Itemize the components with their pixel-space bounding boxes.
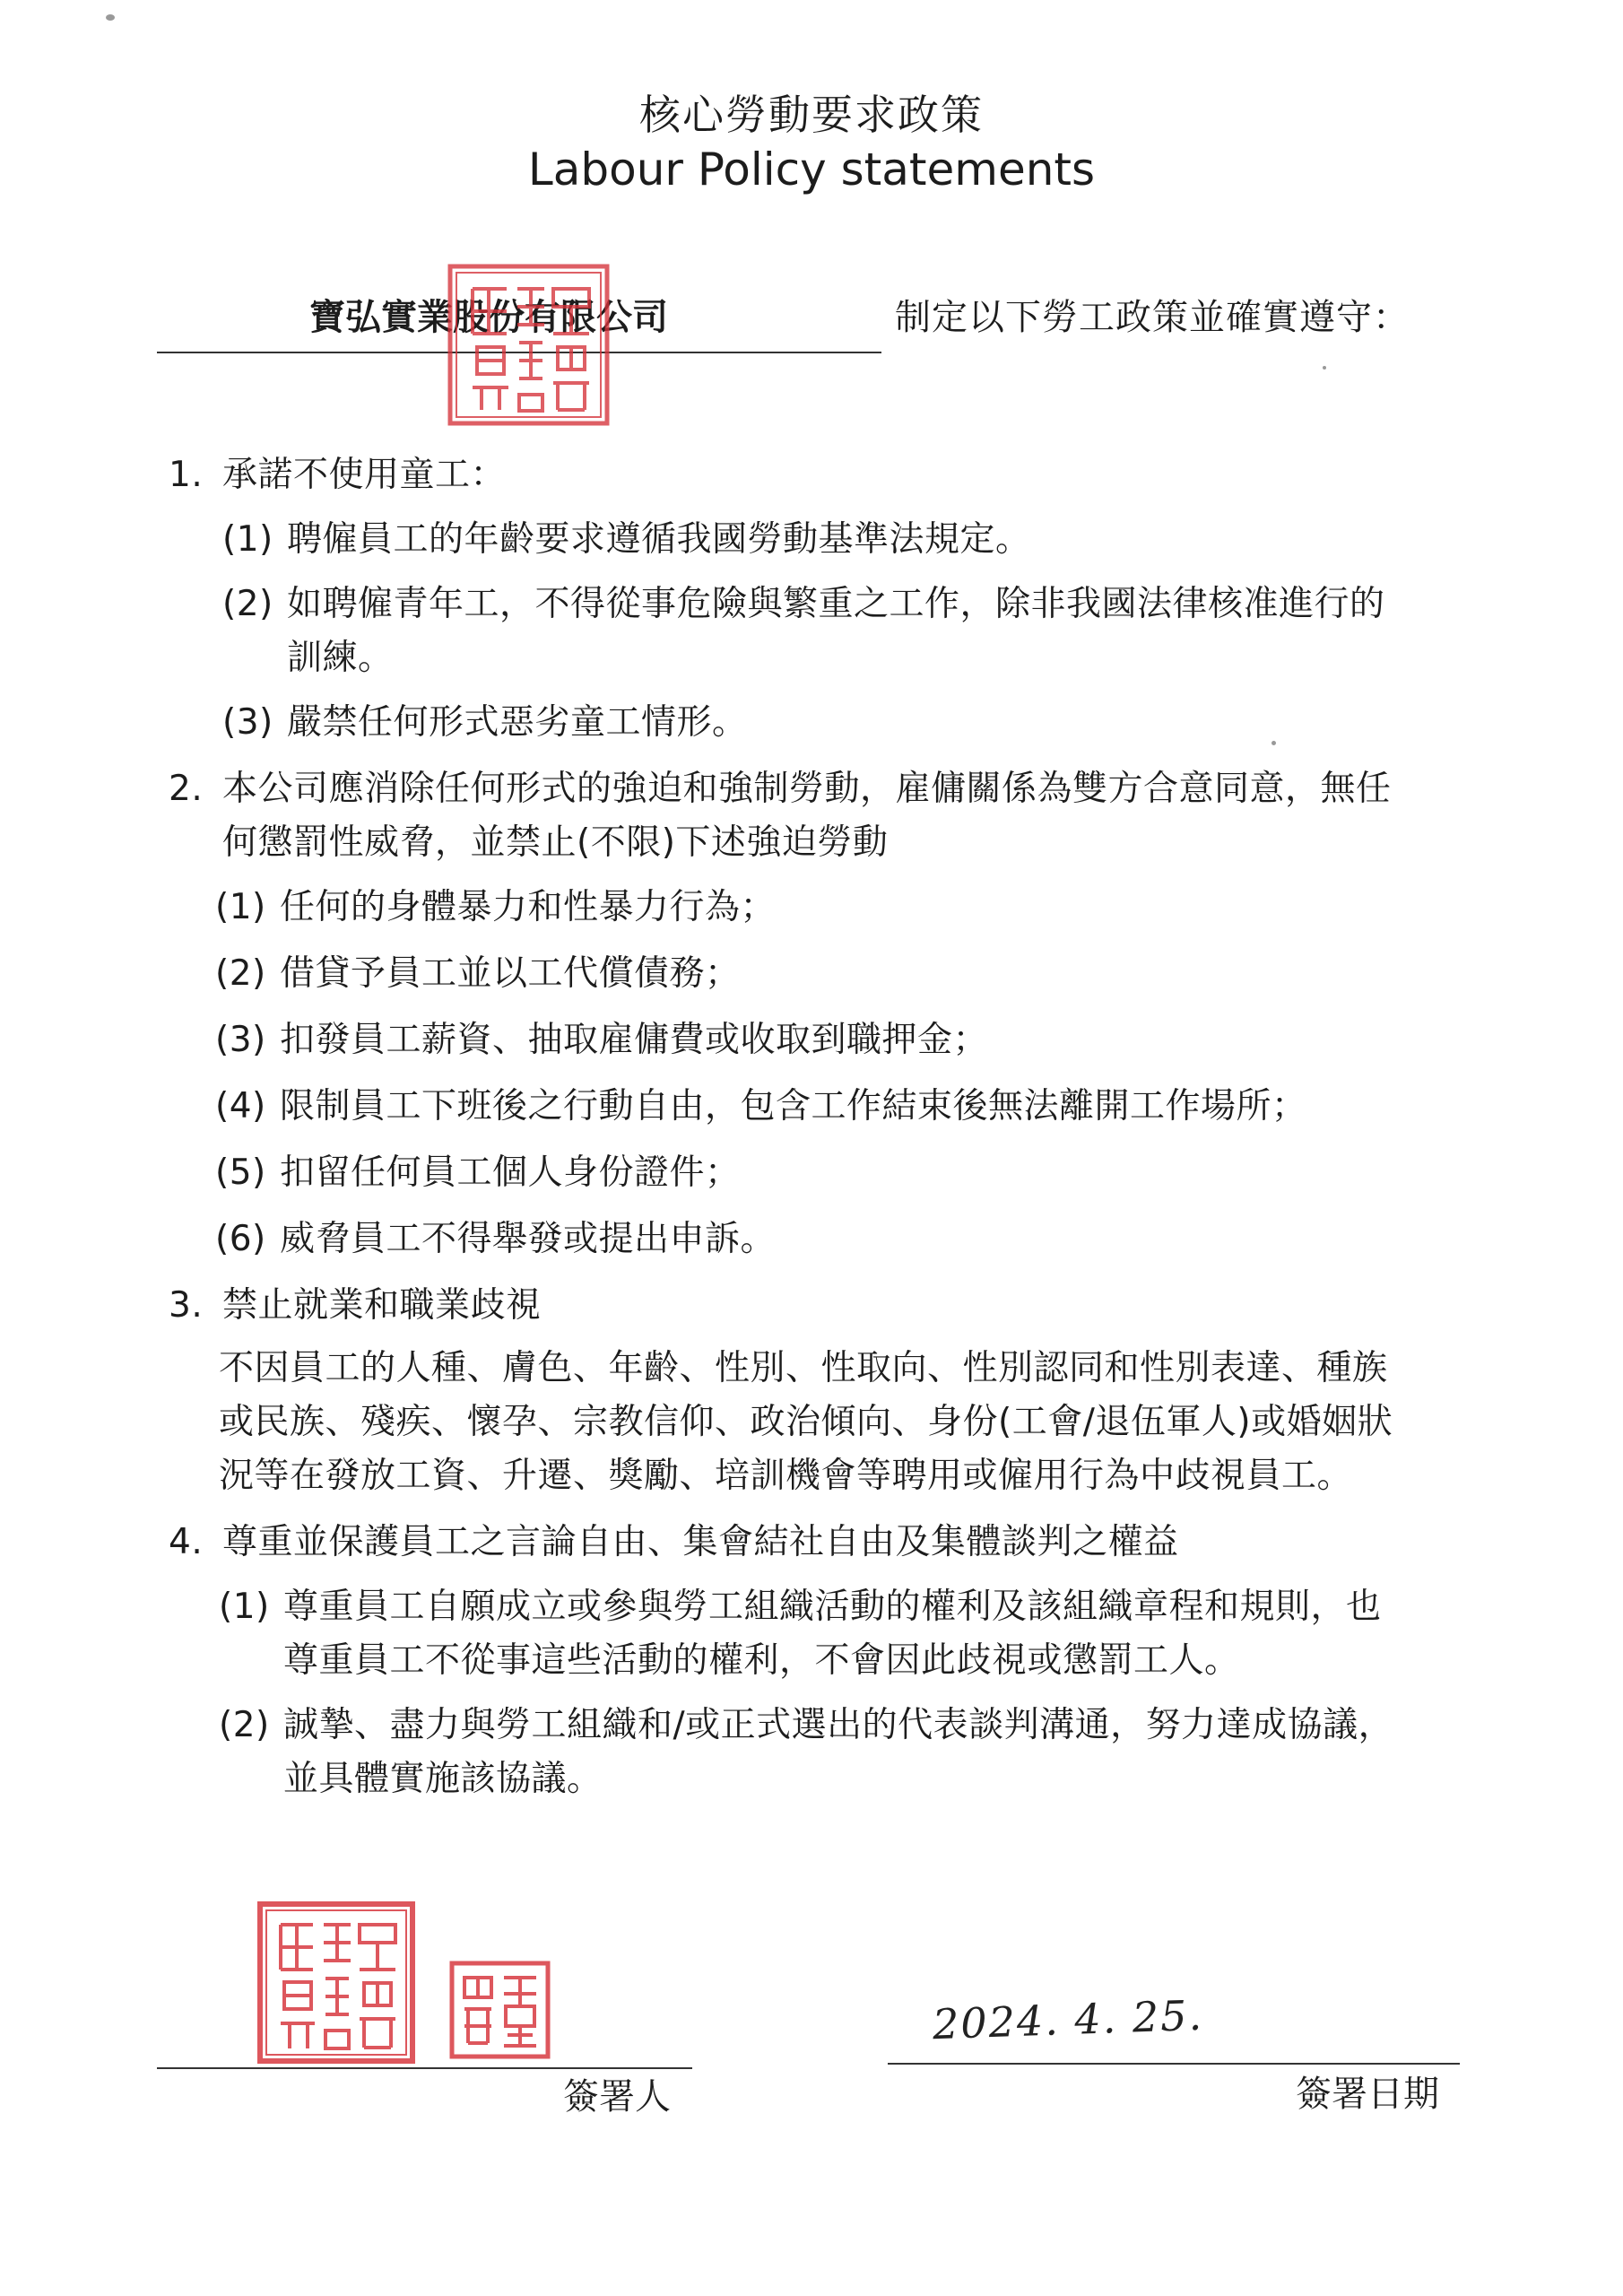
item-text: 借貸予員工並以工代償債務；: [280, 953, 741, 994]
section-number: 3.: [169, 1285, 204, 1326]
paragraph-line: 或民族、殘疾、懷孕、宗教信仰、政治傾向、身份(工會/退伍軍人)或婚姻狀: [219, 1402, 1393, 1442]
item-text: 扣發員工薪資、抽取雇傭費或收取到職押金；: [280, 1020, 989, 1060]
item-number: (3): [222, 702, 273, 743]
item-text-cont: 訓練。: [287, 638, 394, 678]
date-line: [888, 2063, 1460, 2065]
list-item: [222, 578, 1478, 685]
item-number: (1): [222, 519, 273, 560]
item-number: (3): [215, 1020, 266, 1060]
item-number: (6): [215, 1219, 266, 1259]
intro-text: 制定以下勞工政策並確實遵守：: [895, 297, 1410, 338]
scan-speck: [106, 14, 115, 21]
section-heading-cont: 何懲罰性威脅，並禁止(不限)下述強迫勞動: [222, 822, 889, 863]
section-number: 1.: [169, 455, 204, 495]
list-item: [222, 696, 1478, 750]
section-heading: [169, 1516, 1478, 1570]
item-number: (4): [215, 1086, 266, 1126]
title-zh: 核心勞動要求政策: [639, 91, 984, 139]
item-text: 扣留任何員工個人身份證件；: [280, 1152, 741, 1193]
item-text: 威脅員工不得舉發或提出申訴。: [280, 1219, 777, 1259]
item-text: 聘僱員工的年齡要求遵循我國勞動基準法規定。: [287, 519, 1031, 560]
paragraph-line: 況等在發放工資、升遷、獎勵、培訓機會等聘用或僱用行為中歧視員工。: [219, 1456, 1353, 1496]
item-text: 任何的身體暴力和性暴力行為；: [280, 887, 777, 927]
list-item: [219, 1699, 1478, 1806]
item-text: 尊重員工自願成立或參與勞工組織活動的權利及該組織章程和規則，也: [283, 1587, 1382, 1627]
list-item: [215, 1013, 1478, 1067]
handwritten-date: 2024. 4. 25.: [932, 1990, 1204, 2049]
section-number: 2.: [169, 769, 204, 809]
company-seal-bottom: [256, 1900, 417, 2066]
item-number: (2): [219, 1705, 270, 1745]
scan-speck: [1271, 741, 1276, 745]
item-number: (2): [215, 953, 266, 994]
section-heading-text: 禁止就業和職業歧視: [222, 1285, 542, 1326]
list-item: [215, 1213, 1478, 1266]
list-item: [215, 881, 1478, 935]
item-number: (2): [222, 584, 273, 624]
item-number: (1): [219, 1587, 270, 1627]
scan-speck: [1323, 366, 1326, 370]
paragraph-line: 不因員工的人種、膚色、年齡、性別、性取向、性別認同和性別表達、種族: [219, 1348, 1388, 1388]
item-text: 限制員工下班後之行動自由，包含工作結束後無法離開工作場所；: [280, 1086, 1307, 1126]
section-heading-text: 本公司應消除任何形式的強迫和強制勞動，雇傭關係為雙方合意同意，無任: [222, 769, 1392, 809]
list-item: [219, 1580, 1478, 1688]
list-item: [215, 947, 1478, 1001]
section-3: [169, 1279, 1478, 1503]
item-number: (5): [215, 1152, 266, 1193]
date-label: 簽署日期: [1296, 2074, 1439, 2115]
section-heading-text: 承諾不使用童工：: [222, 455, 507, 495]
section-1: [169, 448, 1478, 750]
item-text-cont: 尊重員工不從事這些活動的權利，不會因此歧視或懲罰工人。: [283, 1640, 1240, 1681]
list-item: [222, 513, 1478, 567]
policy-body: [169, 448, 1478, 1806]
personal-seal: [448, 1960, 551, 2060]
item-text-cont: 並具體實施該協議。: [283, 1759, 603, 1799]
section-number: 4.: [169, 1522, 204, 1562]
item-text: 如聘僱青年工，不得從事危險與繁重之工作，除非我國法律核准進行的: [287, 584, 1385, 624]
company-seal-top: [446, 262, 612, 428]
section-heading: [169, 448, 1478, 502]
section-heading: [169, 762, 1478, 816]
item-text: 嚴禁任何形式惡劣童工情形。: [287, 702, 748, 743]
item-text: 誠摯、盡力與勞工組織和/或正式選出的代表談判溝通，努力達成協議，: [283, 1705, 1394, 1745]
list-item: [215, 1146, 1478, 1200]
section-2: [169, 762, 1478, 1266]
signer-label: 簽署人: [563, 2076, 671, 2118]
company-name: 寶弘實業股份有限公司: [309, 297, 668, 338]
section-heading-text: 尊重並保護員工之言論自由、集會結社自由及集體談判之權益: [222, 1522, 1179, 1562]
item-number: (1): [215, 887, 266, 927]
title-en: Labour Policy statements: [527, 144, 1096, 196]
list-item: [215, 1080, 1478, 1134]
section-heading: [169, 1279, 1478, 1333]
section-4: [169, 1516, 1478, 1806]
